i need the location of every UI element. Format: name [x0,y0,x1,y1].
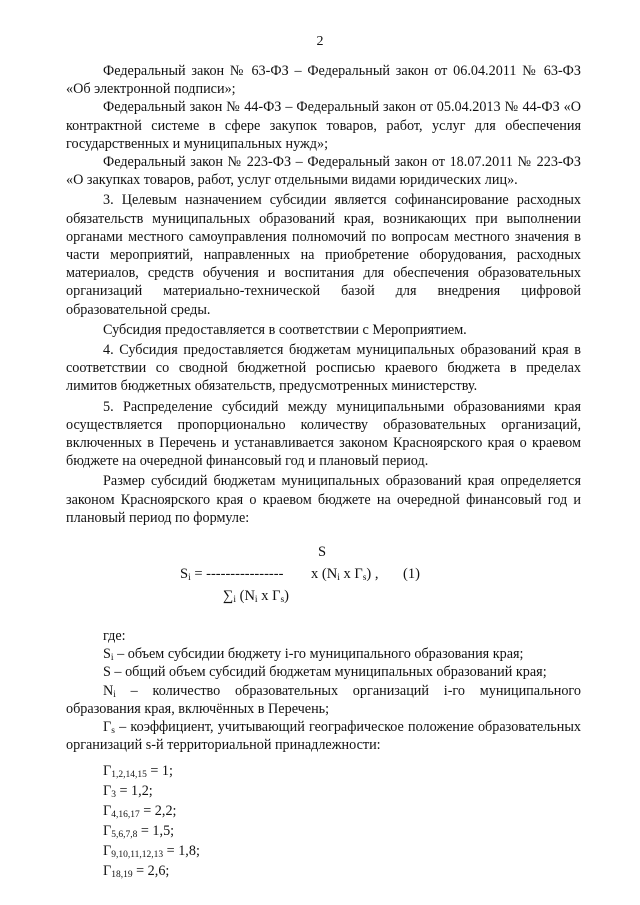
definition-s: S – общий объем субсидий бюджетам муниципальных образований края; [103,664,547,681]
formula-number: (1) [403,566,420,583]
formula-numerator: S [318,544,327,561]
coefficient-item: $Г_{18,19} = 2,6$; [103,862,170,880]
paragraph-3-subsidy: Субсидия предоставляется в соответствии с Мероприятием. [103,321,467,338]
paragraph-5: 5. Распределение субсидий между муниципальными образованиями края осуществляется пропорционально количеству образовательных организаций, включенных в Перечень и устанавливается законом Красноярского края о краевом бюджете на очередной финансовый год и плановый период. [66,398,581,470]
page-number: 2 [316,34,324,49]
coefficient-list [66,761,581,881]
paragraph-4: 4. Субсидия предоставляется бюджетам муниципальных образований края в соответствии со сводной бюджетной росписью краевого бюджета в пределах лимитов бюджетных обязательств, предусмотренных министерству. [66,342,581,395]
definition-si: $S_i$ – объем субсидии бюджету i-го муниципального образования края; [103,646,524,664]
formula-lhs: $S_i$ = ---------------- [180,566,284,584]
law-44: Федеральный закон № 44-ФЗ – Федеральный закон от 05.04.2013 № 44-ФЗ «О контрактной системе в сфере закупок товаров, работ, услуг для обеспечения государственных и муниципальных нужд»; [66,99,581,152]
coefficient-item: $Г_{9,10,11,12,13} = 1,8$; [103,842,200,860]
paragraph-3: 3. Целевым назначением субсидии является софинансирование расходных обязательств муниципальных образований края, возникающих при выполнении органами местного самоуправления полномочий по вопросам местного значения в части мероприятий, направленных на приобретение оборудования, расходных материалов, средств обучения и воспитания для обеспечения образовательных организаций материально-технической базой для внедрения цифровой образовательной среды. [66,192,581,318]
subsidy-formula [66,535,581,617]
coefficient-item: $Г_{5,6,7,8} = 1,5$; [103,822,175,840]
law-223: Федеральный закон № 223-ФЗ – Федеральный закон от 18.07.2011 № 223-ФЗ «О закупках товаров, работ, услуг отдельными видами юридических лиц». [66,154,581,189]
where-label: где: [103,628,126,645]
law-63: Федеральный закон № 63-ФЗ – Федеральный закон от 06.04.2011 № 63-ФЗ «Об электронной подписи»; [66,63,581,98]
coefficient-item: $Г_3 = 1,2$; [103,782,153,800]
definition-gs: $Г_s$ – коэффициент, учитывающий географическое положение образовательных организаций s-й территориальной принадлежности: [66,719,581,754]
document-body [66,62,581,881]
definition-ni: $N_i$ – количество образовательных организаций i-го муниципального образования края, включённых в Перечень; [66,682,581,717]
formula-rhs: x ($N_i$ x $Г_s$) , [311,566,379,584]
coefficient-item: $Г_{1,2,14,15} = 1$; [103,762,173,780]
formula-denominator: $\sum_i$ ($N_i$ x $Г_s$) [223,588,289,606]
paragraph-5-size: Размер субсидий бюджетам муниципальных образований края определяется законом Красноярского края о краевом бюджете на очередной финансовый год и плановый период по формуле: [66,473,581,526]
coefficient-item: $Г_{4,16,17} = 2,2$; [103,802,177,820]
